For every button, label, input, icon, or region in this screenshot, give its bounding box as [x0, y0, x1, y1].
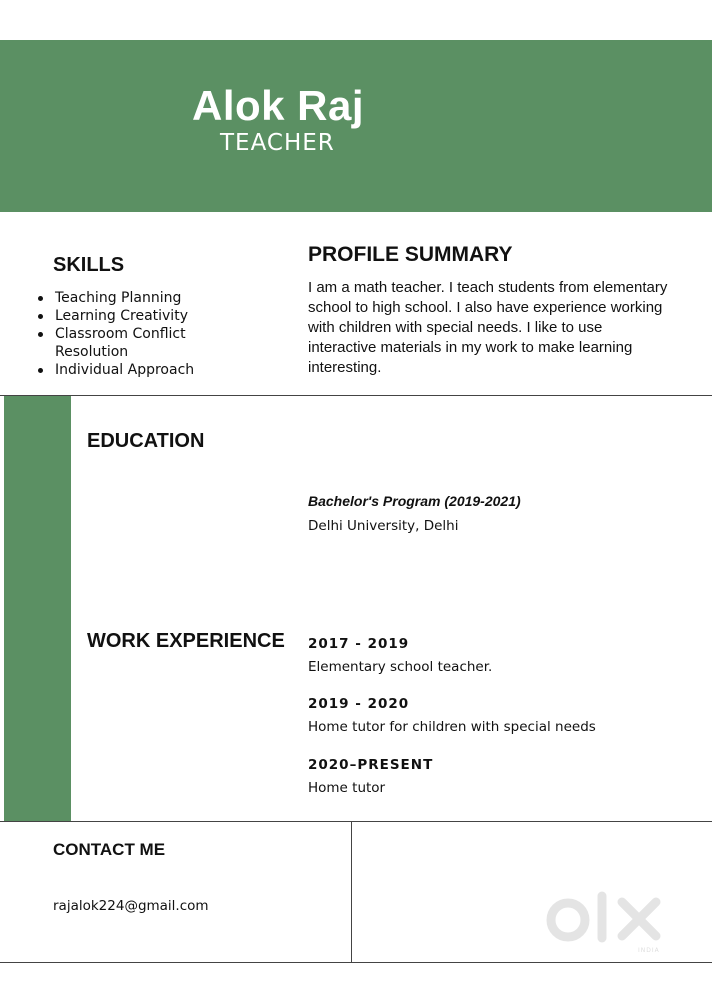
- skill-item: Teaching Planning: [36, 289, 236, 307]
- job-period: 2020–PRESENT: [308, 757, 434, 773]
- section-divider: [0, 821, 712, 822]
- contact-email: rajalok224@gmail.com: [53, 898, 209, 914]
- resume-name: Alok Raj: [192, 82, 365, 129]
- job-entry: [308, 757, 433, 796]
- profile-heading: PROFILE SUMMARY: [308, 243, 513, 266]
- education-school: Delhi University, Delhi: [308, 518, 459, 534]
- profile-summary-text: I am a math teacher. I teach students from elementary school to high school. I also have experience working with children with special needs. I like to use interactive materials in my work to make learning interesting.: [308, 279, 668, 376]
- olx-logo-watermark: [546, 888, 678, 954]
- skills-list: [36, 289, 236, 379]
- job-entry: [308, 636, 492, 675]
- olx-letter-o: [551, 903, 585, 937]
- olx-region-text: INDIA: [638, 947, 660, 954]
- section-divider: [0, 395, 712, 396]
- education-degree: Bachelor's Program (2019-2021): [308, 493, 521, 509]
- job-description: Home tutor: [308, 780, 386, 796]
- education-heading: EDUCATION: [87, 430, 205, 452]
- contact-divider: [351, 821, 352, 962]
- skill-item: Individual Approach: [36, 361, 236, 379]
- job-description: Elementary school teacher.: [308, 659, 493, 675]
- section-divider: [0, 962, 712, 963]
- skills-heading: SKILLS: [53, 254, 125, 276]
- resume-role: TEACHER: [220, 130, 335, 156]
- job-entry: [308, 696, 596, 735]
- contact-heading: CONTACT ME: [53, 840, 166, 859]
- accent-side-bar: [4, 396, 71, 821]
- job-description: Home tutor for children with special needs: [308, 719, 596, 735]
- skill-item: Classroom Conflict Resolution: [36, 325, 236, 361]
- job-period: 2019 - 2020: [308, 696, 410, 712]
- job-period: 2017 - 2019: [308, 636, 410, 652]
- skill-item: Learning Creativity: [36, 307, 236, 325]
- work-experience-heading: WORK EXPERIENCE: [87, 630, 285, 652]
